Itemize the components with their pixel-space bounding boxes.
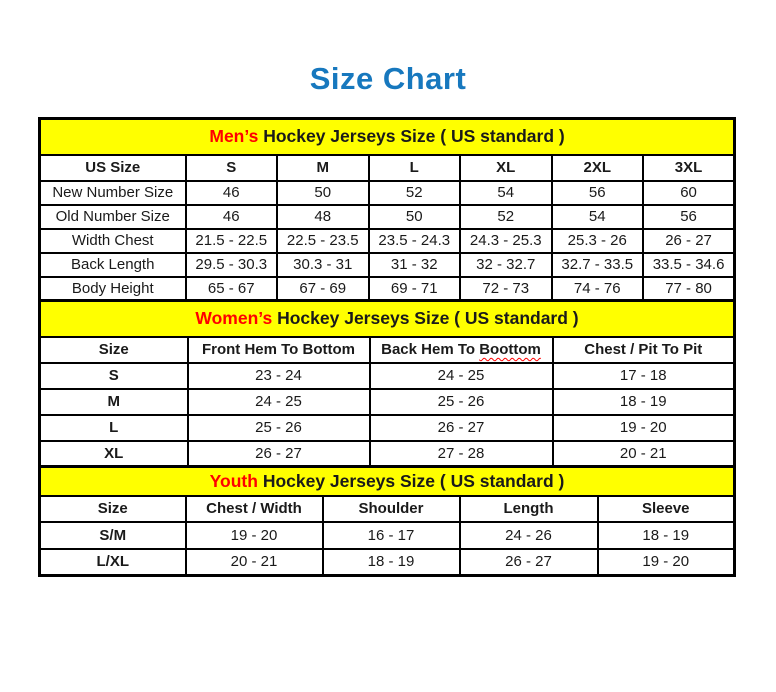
row-label: S bbox=[40, 363, 188, 389]
womens-size-table bbox=[38, 299, 736, 468]
row-label: L/XL bbox=[40, 549, 186, 576]
size-value-cell: 33.5 - 34.6 bbox=[643, 253, 735, 277]
row-label: New Number Size bbox=[40, 181, 186, 205]
size-value-cell: 23.5 - 24.3 bbox=[369, 229, 461, 253]
size-value-cell: 60 bbox=[643, 181, 735, 205]
womens-section-title bbox=[40, 301, 735, 337]
column-header: Shoulder bbox=[323, 496, 460, 522]
size-value-cell: 27 - 28 bbox=[370, 441, 553, 467]
size-value-cell: 30.3 - 31 bbox=[277, 253, 369, 277]
size-value-cell: 56 bbox=[643, 205, 735, 229]
size-value-cell: 20 - 21 bbox=[186, 549, 323, 576]
size-value-cell: 54 bbox=[552, 205, 644, 229]
size-value-cell: 50 bbox=[369, 205, 461, 229]
size-value-cell: 25.3 - 26 bbox=[552, 229, 644, 253]
table-row bbox=[40, 363, 735, 389]
size-value-cell: 56 bbox=[552, 181, 644, 205]
size-chart-tables bbox=[38, 117, 733, 577]
size-value-cell: 21.5 - 22.5 bbox=[186, 229, 278, 253]
table-row bbox=[40, 181, 735, 205]
womens-section-band bbox=[40, 301, 735, 337]
mens-section-title bbox=[40, 119, 735, 155]
size-value-cell: 24 - 25 bbox=[370, 363, 553, 389]
size-value-cell: 20 - 21 bbox=[553, 441, 735, 467]
column-header: L bbox=[369, 155, 461, 181]
size-value-cell: 65 - 67 bbox=[186, 277, 278, 301]
table-row bbox=[40, 253, 735, 277]
size-value-cell: 17 - 18 bbox=[553, 363, 735, 389]
size-value-cell: 25 - 26 bbox=[370, 389, 553, 415]
size-value-cell: 72 - 73 bbox=[460, 277, 552, 301]
mens-highlight-word: Men’s bbox=[209, 126, 259, 147]
size-value-cell: 69 - 71 bbox=[369, 277, 461, 301]
size-value-cell: 18 - 19 bbox=[553, 389, 735, 415]
size-value-cell: 26 - 27 bbox=[643, 229, 735, 253]
table-row bbox=[40, 277, 735, 301]
size-value-cell: 32.7 - 33.5 bbox=[552, 253, 644, 277]
youth-section-title bbox=[40, 467, 735, 496]
size-value-cell: 32 - 32.7 bbox=[460, 253, 552, 277]
column-header bbox=[370, 337, 553, 363]
column-header: S bbox=[186, 155, 278, 181]
size-value-cell: 48 bbox=[277, 205, 369, 229]
table-row bbox=[40, 389, 735, 415]
mens-size-table bbox=[38, 117, 736, 302]
row-label: L bbox=[40, 415, 188, 441]
column-header: Chest / Width bbox=[186, 496, 323, 522]
column-header: M bbox=[277, 155, 369, 181]
column-header: 3XL bbox=[643, 155, 735, 181]
size-value-cell: 74 - 76 bbox=[552, 277, 644, 301]
mens-section-band bbox=[40, 119, 735, 155]
misspelled-word: Boottom bbox=[479, 341, 541, 358]
table-row bbox=[40, 441, 735, 467]
womens-header-row bbox=[40, 337, 735, 363]
mens-header-row bbox=[40, 155, 735, 181]
size-value-cell: 46 bbox=[186, 181, 278, 205]
size-value-cell: 25 - 26 bbox=[188, 415, 370, 441]
column-header: US Size bbox=[40, 155, 186, 181]
size-value-cell: 46 bbox=[186, 205, 278, 229]
youth-header-row bbox=[40, 496, 735, 522]
size-value-cell: 24 - 26 bbox=[460, 522, 598, 549]
row-label: XL bbox=[40, 441, 188, 467]
size-value-cell: 18 - 19 bbox=[323, 549, 460, 576]
size-value-cell: 29.5 - 30.3 bbox=[186, 253, 278, 277]
size-value-cell: 67 - 69 bbox=[277, 277, 369, 301]
size-value-cell: 23 - 24 bbox=[188, 363, 370, 389]
table-row bbox=[40, 549, 735, 576]
page-title: Size Chart bbox=[309, 61, 467, 96]
column-header: XL bbox=[460, 155, 552, 181]
size-value-cell: 50 bbox=[277, 181, 369, 205]
womens-band-text: Hockey Jerseys Size ( US standard ) bbox=[272, 308, 579, 329]
size-value-cell: 26 - 27 bbox=[460, 549, 598, 576]
youth-section-band bbox=[40, 467, 735, 496]
youth-highlight-word: Youth bbox=[209, 470, 258, 491]
column-header: Sleeve bbox=[598, 496, 735, 522]
mens-band-text: Hockey Jerseys Size ( US standard ) bbox=[258, 126, 565, 147]
size-value-cell: 31 - 32 bbox=[369, 253, 461, 277]
size-value-cell: 77 - 80 bbox=[643, 277, 735, 301]
row-label: M bbox=[40, 389, 188, 415]
size-value-cell: 52 bbox=[460, 205, 552, 229]
table-row bbox=[40, 229, 735, 253]
row-label: Width Chest bbox=[40, 229, 186, 253]
column-header: Size bbox=[40, 337, 188, 363]
youth-size-table bbox=[38, 465, 736, 577]
table-row bbox=[40, 205, 735, 229]
size-value-cell: 54 bbox=[460, 181, 552, 205]
youth-band-text: Hockey Jerseys Size ( US standard ) bbox=[257, 470, 565, 491]
column-header: 2XL bbox=[552, 155, 644, 181]
column-header: Length bbox=[460, 496, 598, 522]
womens-highlight-word: Women’s bbox=[195, 308, 273, 329]
size-value-cell: 26 - 27 bbox=[370, 415, 553, 441]
row-label: Old Number Size bbox=[40, 205, 186, 229]
size-value-cell: 24.3 - 25.3 bbox=[460, 229, 552, 253]
size-value-cell: 19 - 20 bbox=[553, 415, 735, 441]
size-value-cell: 19 - 20 bbox=[186, 522, 323, 549]
column-header: Size bbox=[40, 496, 186, 522]
back-hem-label: Back Hem To bbox=[381, 341, 480, 358]
row-label: Back Length bbox=[40, 253, 186, 277]
row-label: Body Height bbox=[40, 277, 186, 301]
column-header: Front Hem To Bottom bbox=[188, 337, 370, 363]
size-value-cell: 22.5 - 23.5 bbox=[277, 229, 369, 253]
size-value-cell: 16 - 17 bbox=[323, 522, 460, 549]
size-value-cell: 19 - 20 bbox=[598, 549, 735, 576]
size-value-cell: 18 - 19 bbox=[598, 522, 735, 549]
size-value-cell: 26 - 27 bbox=[188, 441, 370, 467]
size-value-cell: 52 bbox=[369, 181, 461, 205]
row-label: S/M bbox=[40, 522, 186, 549]
table-row bbox=[40, 522, 735, 549]
column-header: Chest / Pit To Pit bbox=[553, 337, 735, 363]
size-value-cell: 24 - 25 bbox=[188, 389, 370, 415]
table-row bbox=[40, 415, 735, 441]
